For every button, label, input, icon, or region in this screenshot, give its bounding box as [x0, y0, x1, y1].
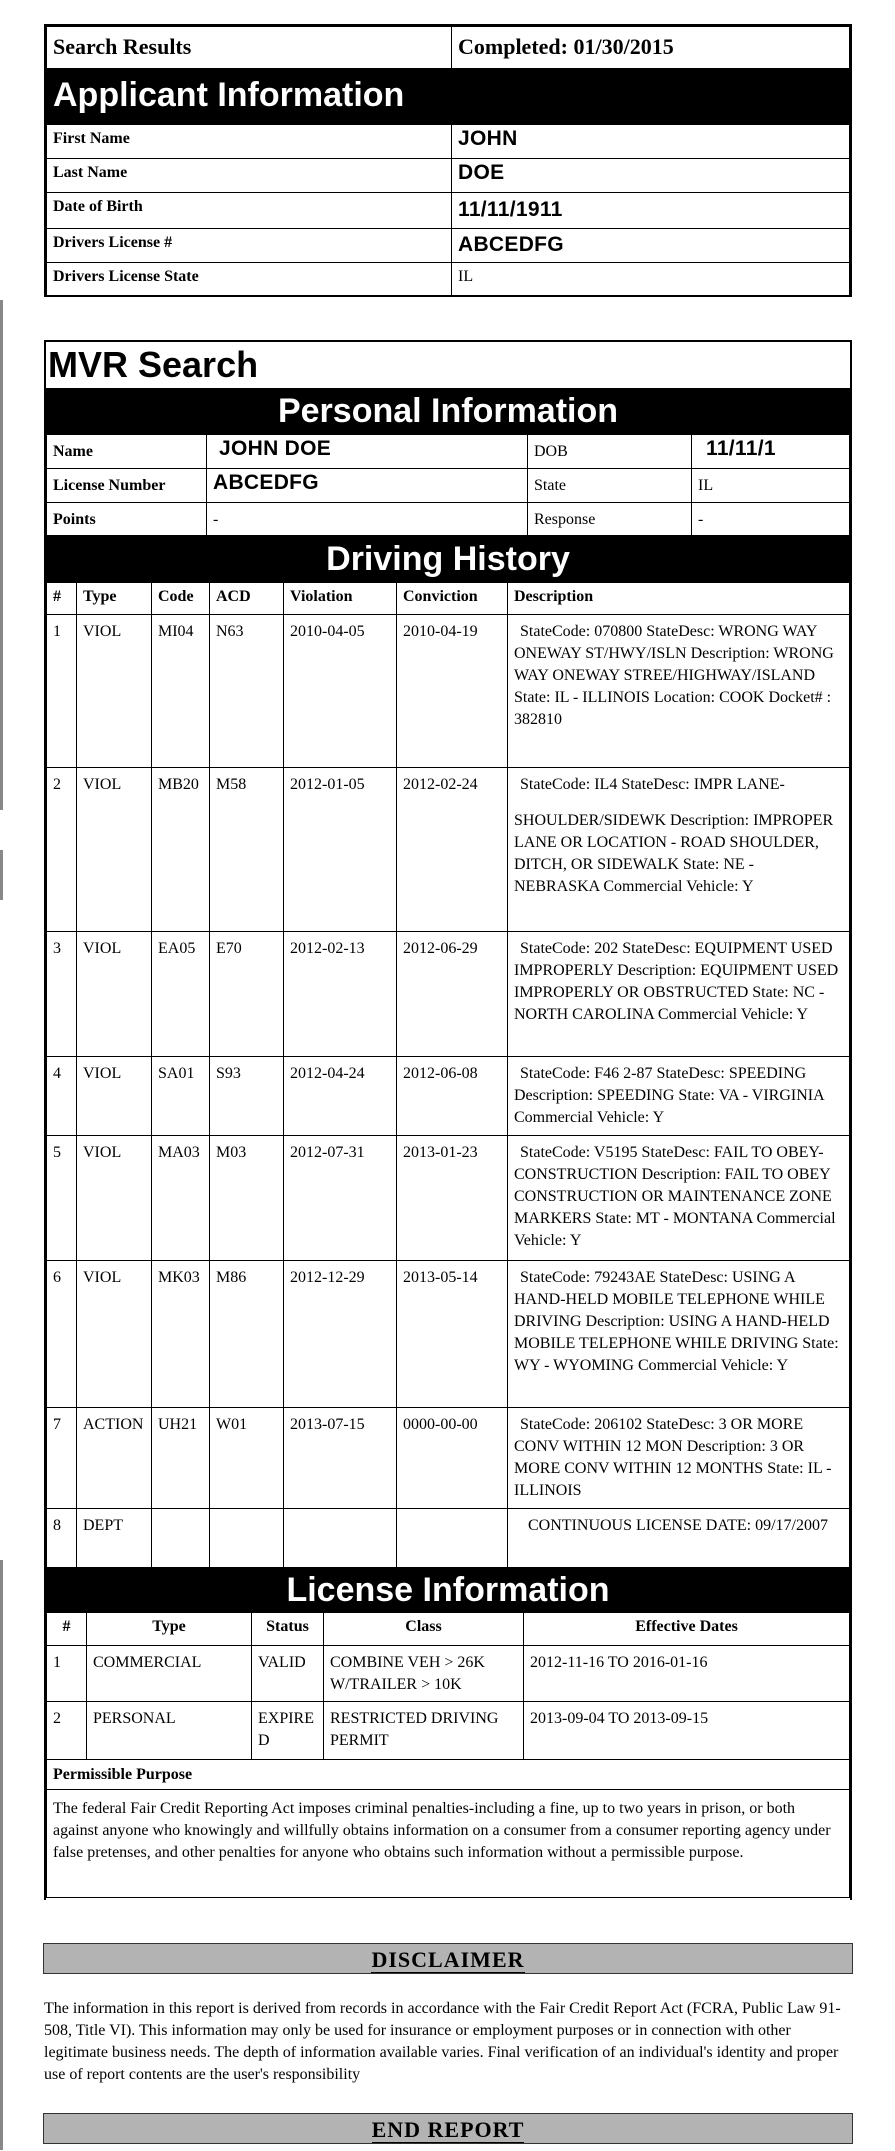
applicant-section [44, 24, 852, 297]
license-number-value: ABCEDFG [452, 229, 850, 263]
cell-acd: N63 [210, 615, 284, 768]
cell-violation: 2012-12-29 [284, 1261, 397, 1408]
personal-license-value: ABCEDFG [207, 469, 528, 503]
col-header: Effective Dates [524, 1613, 850, 1646]
cell-num: 5 [47, 1136, 77, 1261]
cell-empty [77, 810, 152, 932]
table-row [47, 1646, 850, 1702]
cell-status: EXPIRED [252, 1702, 324, 1760]
cell-dates: 2013-09-04 TO 2013-09-15 [524, 1702, 850, 1760]
cell-empty [47, 810, 77, 932]
cell-num: 4 [47, 1057, 77, 1136]
end-report-bar [43, 2113, 853, 2144]
license-info-table [46, 1612, 850, 1898]
disclaimer-bar [43, 1943, 853, 1974]
name-label: Name [47, 435, 207, 469]
cell-class: RESTRICTED DRIVING PERMIT [324, 1702, 524, 1760]
license-state-value: IL [452, 263, 850, 296]
cell-conviction: 2012-06-08 [397, 1057, 508, 1136]
cell-violation [284, 1509, 397, 1568]
dob-label: Date of Birth [47, 193, 452, 229]
personal-license-label: License Number [47, 469, 207, 503]
table-row [47, 1136, 850, 1261]
cell-num: 7 [47, 1408, 77, 1509]
cell-acd: E70 [210, 932, 284, 1057]
cell-acd: M86 [210, 1261, 284, 1408]
cell-status: VALID [252, 1646, 324, 1702]
cell-conviction: 2010-04-19 [397, 615, 508, 768]
cell-violation: 2012-01-05 [284, 768, 397, 810]
cell-empty [284, 810, 397, 932]
cell-num: 6 [47, 1261, 77, 1408]
personal-info-table [46, 434, 850, 536]
cell-num: 3 [47, 932, 77, 1057]
driving-history-table [46, 582, 850, 1568]
mvr-title: MVR Search [48, 344, 259, 385]
cell-violation: 2012-07-31 [284, 1136, 397, 1261]
table-row [47, 1261, 850, 1408]
cell-violation: 2012-04-24 [284, 1057, 397, 1136]
cell-description: StateCode: 070800 StateDesc: WRONG WAY ONEWAY ST/HWY/ISLN Description: WRONG WAY ONEWAY STREE/HIGHWAY/ISLAND State: IL - ILLINOIS Location: COOK Docket# : 382810 [508, 615, 850, 768]
cell-conviction: 2013-05-14 [397, 1261, 508, 1408]
cell-violation: 2010-04-05 [284, 615, 397, 768]
cell-type: PERSONAL [87, 1702, 252, 1760]
cell-description: StateCode: 206102 StateDesc: 3 OR MORE CONV WITHIN 12 MON Description: 3 OR MORE CONV WITHIN 12 MONTHS State: IL - ILLINOIS [508, 1408, 850, 1509]
cell-acd [210, 1509, 284, 1568]
col-header: ACD [210, 583, 284, 615]
cell-description: StateCode: V5195 StateDesc: FAIL TO OBEY-CONSTRUCTION Description: FAIL TO OBEY CONSTRUCTION OR MAINTENANCE ZONE MARKERS State: MT - MONTANA Commercial Vehicle: Y [508, 1136, 850, 1261]
table-row [47, 615, 850, 768]
cell-description: CONTINUOUS LICENSE DATE: 09/17/2007 [508, 1509, 850, 1568]
page-edge-mark [0, 300, 3, 810]
cell-type: VIOL [77, 1136, 152, 1261]
driving-history-banner: Driving History [46, 536, 850, 582]
col-header: Status [252, 1613, 324, 1646]
cell-empty [397, 810, 508, 932]
cell-code: UH21 [152, 1408, 210, 1509]
cell-violation: 2012-02-13 [284, 932, 397, 1057]
search-results-label: Search Results [47, 27, 452, 69]
table-row [47, 932, 850, 1057]
cell-dates: 2012-11-16 TO 2016-01-16 [524, 1646, 850, 1702]
cell-empty [152, 810, 210, 932]
cell-type: VIOL [77, 1261, 152, 1408]
cell-code: EA05 [152, 932, 210, 1057]
personal-state-value: IL [692, 469, 850, 503]
cell-code: MK03 [152, 1261, 210, 1408]
cell-acd: M03 [210, 1136, 284, 1261]
cell-acd: M58 [210, 768, 284, 810]
cell-code: MA03 [152, 1136, 210, 1261]
cell-conviction: 2012-02-24 [397, 768, 508, 810]
completed-date: Completed: 01/30/2015 [452, 27, 850, 69]
col-header: # [47, 583, 77, 615]
cell-type: VIOL [77, 768, 152, 810]
table-row [47, 1057, 850, 1136]
first-name-label: First Name [47, 125, 452, 159]
cell-class: COMBINE VEH > 26K W/TRAILER > 10K [324, 1646, 524, 1702]
cell-num: 1 [47, 1646, 87, 1702]
cell-acd: W01 [210, 1408, 284, 1509]
license-number-label: Drivers License # [47, 229, 452, 263]
page-edge-mark [0, 850, 3, 900]
cell-conviction: 2012-06-29 [397, 932, 508, 1057]
response-value: - [692, 503, 850, 536]
cell-conviction: 2013-01-23 [397, 1136, 508, 1261]
col-header: Violation [284, 583, 397, 615]
cell-code [152, 1509, 210, 1568]
cell-empty [210, 810, 284, 932]
cell-type: COMMERCIAL [87, 1646, 252, 1702]
table-row [47, 1408, 850, 1509]
license-state-label: Drivers License State [47, 263, 452, 296]
col-header: Code [152, 583, 210, 615]
cell-description: StateCode: 202 StateDesc: EQUIPMENT USED IMPROPERLY Description: EQUIPMENT USED IMPROPERLY OR OBSTRUCTED State: NC - NORTH CAROLINA Commercial Vehicle: Y [508, 932, 850, 1057]
col-header: Type [77, 583, 152, 615]
mvr-section [44, 340, 852, 1900]
license-info-banner: License Information [46, 1568, 850, 1612]
cell-description-continued: SHOULDER/SIDEWK Description: IMPROPER LANE OR LOCATION - ROAD SHOULDER, DITCH, OR SIDEWALK State: NE - NEBRASKA Commercial Vehicle: Y [508, 810, 850, 932]
permissible-purpose-text: The federal Fair Credit Reporting Act imposes criminal penalties-including a fine, up to two years in prison, or both against anyone who knowingly and willfully obtains information on a consumer from a consumer reporting agency under false pretenses, and other penalties for anyone who obtains such information without a permissible purpose. [47, 1790, 850, 1898]
name-value: JOHN DOE [207, 435, 528, 469]
col-header: Conviction [397, 583, 508, 615]
cell-num: 2 [47, 1702, 87, 1760]
personal-dob-value: 11/11/1 [692, 435, 850, 469]
disclaimer-text: The information in this report is derived from records in accordance with the Fair Credit Report Act (FCRA, Public Law 91- 508, Title VI). This information may only be used for insurance or employment purposes or in connection with other legitimate business needs. The depth of information available varies. Final verification of an individual's identity and proper use of report contents are the user's responsibility [44, 2000, 841, 2083]
table-row [47, 1509, 850, 1568]
points-value: - [207, 503, 528, 536]
cell-type: ACTION [77, 1408, 152, 1509]
personal-info-banner: Personal Information [46, 388, 850, 434]
cell-type: VIOL [77, 1057, 152, 1136]
cell-acd: S93 [210, 1057, 284, 1136]
col-header: Class [324, 1613, 524, 1646]
cell-type: VIOL [77, 615, 152, 768]
last-name-value: DOE [452, 159, 850, 193]
page-edge-mark [0, 1560, 3, 2150]
cell-conviction: 0000-00-00 [397, 1408, 508, 1509]
disclaimer-title: DISCLAIMER [371, 1947, 525, 1972]
points-label: Points [47, 503, 207, 536]
last-name-label: Last Name [47, 159, 452, 193]
personal-dob-label: DOB [528, 435, 692, 469]
cell-num: 2 [47, 768, 77, 810]
cell-num: 8 [47, 1509, 77, 1568]
cell-type: DEPT [77, 1509, 152, 1568]
cell-code: MI04 [152, 615, 210, 768]
dob-value: 11/11/1911 [452, 193, 850, 229]
table-row-continued [47, 810, 850, 932]
col-header: Description [508, 583, 850, 615]
personal-state-label: State [528, 469, 692, 503]
cell-code: SA01 [152, 1057, 210, 1136]
cell-description: StateCode: 79243AE StateDesc: USING A HAND-HELD MOBILE TELEPHONE WHILE DRIVING Description: USING A HAND-HELD MOBILE TELEPHONE WHILE DRIVING State: WY - WYOMING Commercial Vehicle: Y [508, 1261, 850, 1408]
table-row [47, 1702, 850, 1760]
col-header: Type [87, 1613, 252, 1646]
cell-conviction [397, 1509, 508, 1568]
response-label: Response [528, 503, 692, 536]
col-header: # [47, 1613, 87, 1646]
first-name-value: JOHN [452, 125, 850, 159]
applicant-banner: Applicant Information [47, 69, 850, 125]
permissible-purpose-title: Permissible Purpose [47, 1760, 850, 1790]
cell-description: StateCode: F46 2-87 StateDesc: SPEEDING Description: SPEEDING State: VA - VIRGINIA Commercial Vehicle: Y [508, 1057, 850, 1136]
end-report-title: END REPORT [371, 2117, 525, 2142]
cell-code: MB20 [152, 768, 210, 810]
table-row [47, 768, 850, 810]
cell-type: VIOL [77, 932, 152, 1057]
cell-violation: 2013-07-15 [284, 1408, 397, 1509]
cell-description: StateCode: IL4 StateDesc: IMPR LANE- [508, 768, 850, 810]
cell-num: 1 [47, 615, 77, 768]
